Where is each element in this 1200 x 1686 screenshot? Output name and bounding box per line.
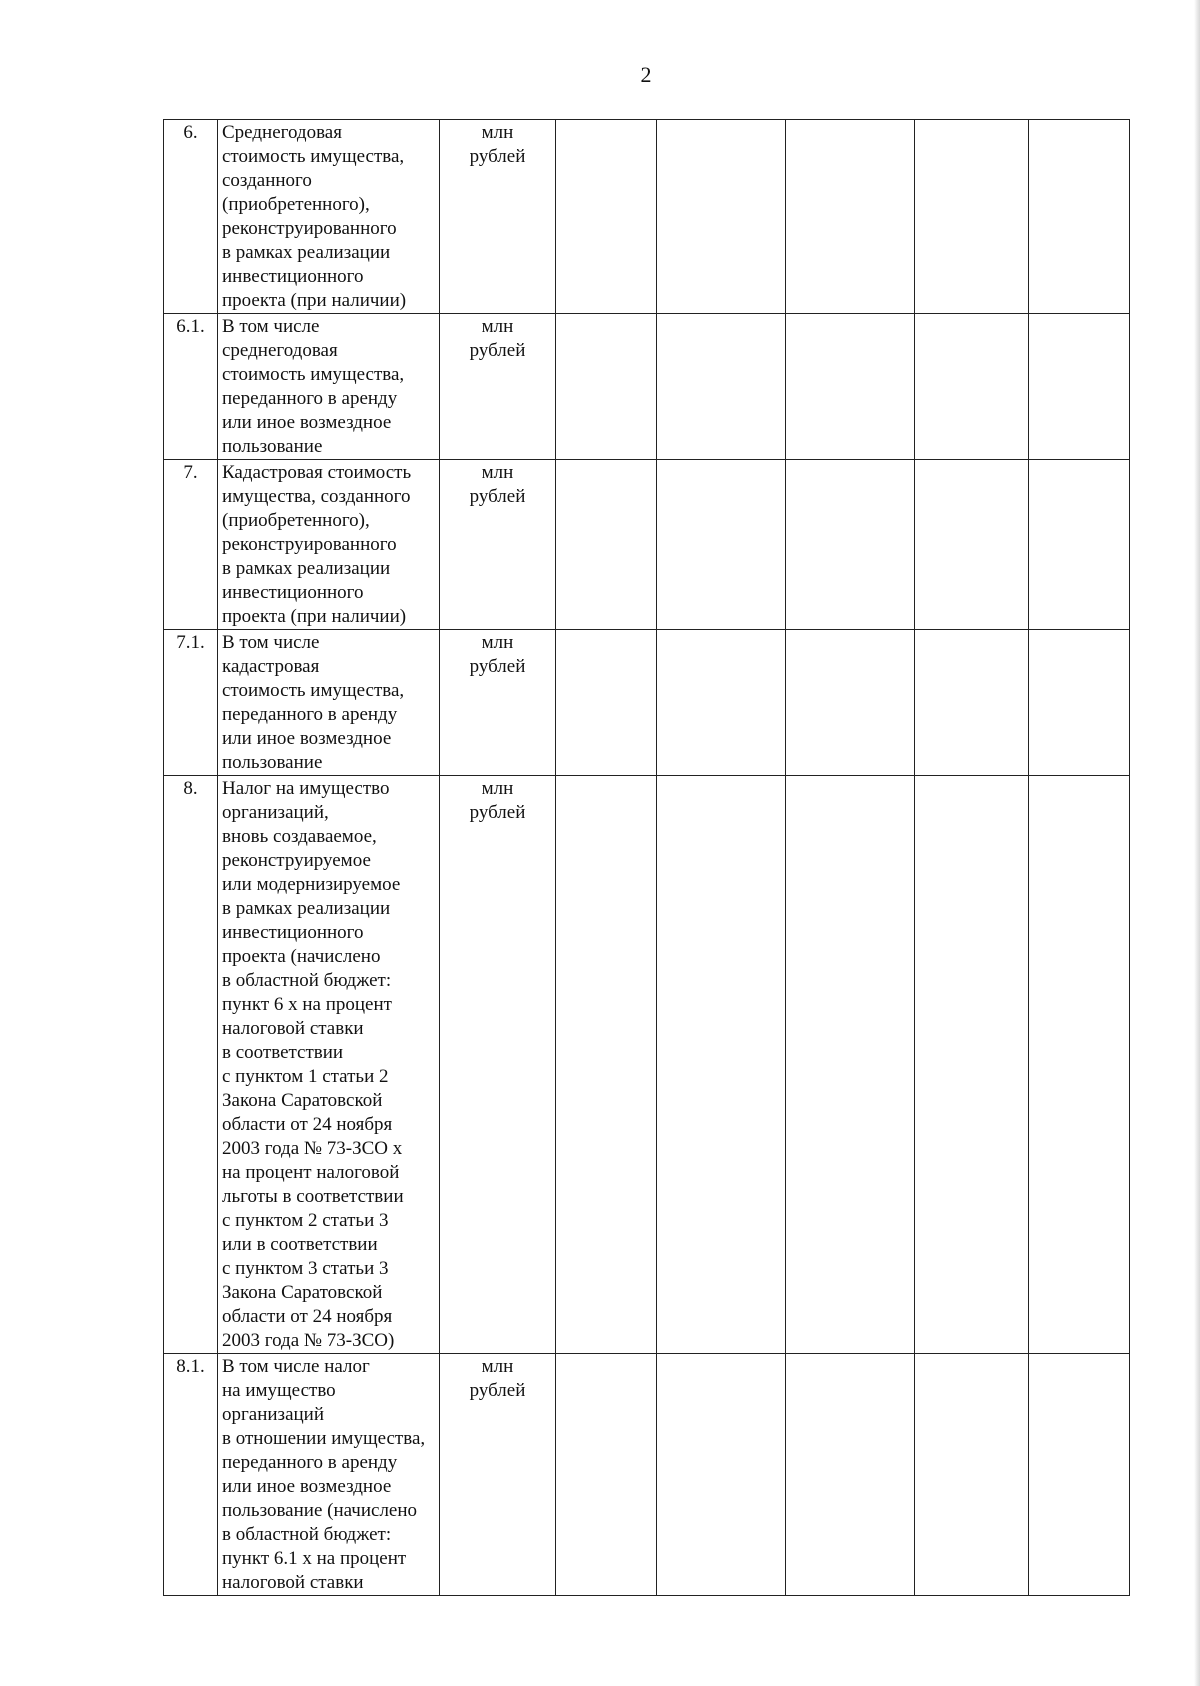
value-cell bbox=[556, 460, 657, 630]
value-cell bbox=[657, 1354, 786, 1596]
value-cell bbox=[657, 460, 786, 630]
row-number: 8. bbox=[164, 776, 218, 1354]
value-cell bbox=[786, 314, 915, 460]
value-cell bbox=[915, 314, 1029, 460]
scan-page-edge bbox=[1194, 0, 1200, 1686]
value-cell bbox=[1029, 630, 1130, 776]
unit-of-measure: млн рублей bbox=[440, 460, 556, 630]
value-cell bbox=[786, 776, 915, 1354]
value-cell bbox=[786, 1354, 915, 1596]
value-cell bbox=[786, 630, 915, 776]
value-cell bbox=[1029, 120, 1130, 314]
row-number: 7. bbox=[164, 460, 218, 630]
table-row bbox=[164, 630, 1130, 776]
value-cell bbox=[556, 776, 657, 1354]
value-cell bbox=[657, 314, 786, 460]
value-cell bbox=[786, 120, 915, 314]
unit-of-measure: млн рублей bbox=[440, 776, 556, 1354]
unit-of-measure: млн рублей bbox=[440, 120, 556, 314]
value-cell bbox=[786, 460, 915, 630]
value-cell bbox=[915, 460, 1029, 630]
value-cell bbox=[556, 314, 657, 460]
indicator-name: Среднегодовая стоимость имущества, созданного (приобретенного), реконструированного в рамках реализации инвестиционного проекта (при наличии) bbox=[218, 120, 440, 314]
value-cell bbox=[1029, 1354, 1130, 1596]
row-number: 6. bbox=[164, 120, 218, 314]
value-cell bbox=[915, 120, 1029, 314]
value-cell bbox=[657, 776, 786, 1354]
indicator-name: В том числе среднегодовая стоимость имущества, переданного в аренду или иное возмездное пользование bbox=[218, 314, 440, 460]
value-cell bbox=[556, 1354, 657, 1596]
indicators-table bbox=[163, 119, 1130, 1596]
row-number: 7.1. bbox=[164, 630, 218, 776]
table-row bbox=[164, 120, 1130, 314]
value-cell bbox=[1029, 314, 1130, 460]
row-number: 8.1. bbox=[164, 1354, 218, 1596]
unit-of-measure: млн рублей bbox=[440, 630, 556, 776]
value-cell bbox=[556, 630, 657, 776]
value-cell bbox=[657, 120, 786, 314]
indicator-name: Налог на имущество организаций, вновь создаваемое, реконструируемое или модернизируемое в рамках реализации инвестиционного проекта (начислено в областной бюджет: пункт 6 х на процент налоговой ставки в соответствии с пунктом 1 статьи 2 Закона Саратовской области от 24 ноября 2003 года № 73-ЗСО х на процент налоговой льготы в соответствии с пунктом 2 статьи 3 или в соответствии с пунктом 3 статьи 3 Закона Саратовской области от 24 ноября 2003 года № 73-ЗСО) bbox=[218, 776, 440, 1354]
indicator-name: В том числе налог на имущество организаций в отношении имущества, переданного в аренду или иное возмездное пользование (начислено в областной бюджет: пункт 6.1 х на процент налоговой ставки bbox=[218, 1354, 440, 1596]
value-cell bbox=[1029, 776, 1130, 1354]
indicator-name: В том числе кадастровая стоимость имущества, переданного в аренду или иное возмездное пользование bbox=[218, 630, 440, 776]
table-row bbox=[164, 314, 1130, 460]
table-row bbox=[164, 460, 1130, 630]
value-cell bbox=[556, 120, 657, 314]
value-cell bbox=[1029, 460, 1130, 630]
page-number: 2 bbox=[640, 62, 652, 87]
value-cell bbox=[915, 630, 1029, 776]
table-row bbox=[164, 776, 1130, 1354]
value-cell bbox=[657, 630, 786, 776]
value-cell bbox=[915, 776, 1029, 1354]
indicator-name: Кадастровая стоимость имущества, созданного (приобретенного), реконструированного в рамках реализации инвестиционного проекта (при наличии) bbox=[218, 460, 440, 630]
unit-of-measure: млн рублей bbox=[440, 1354, 556, 1596]
table-row bbox=[164, 1354, 1130, 1596]
value-cell bbox=[915, 1354, 1029, 1596]
unit-of-measure: млн рублей bbox=[440, 314, 556, 460]
row-number: 6.1. bbox=[164, 314, 218, 460]
